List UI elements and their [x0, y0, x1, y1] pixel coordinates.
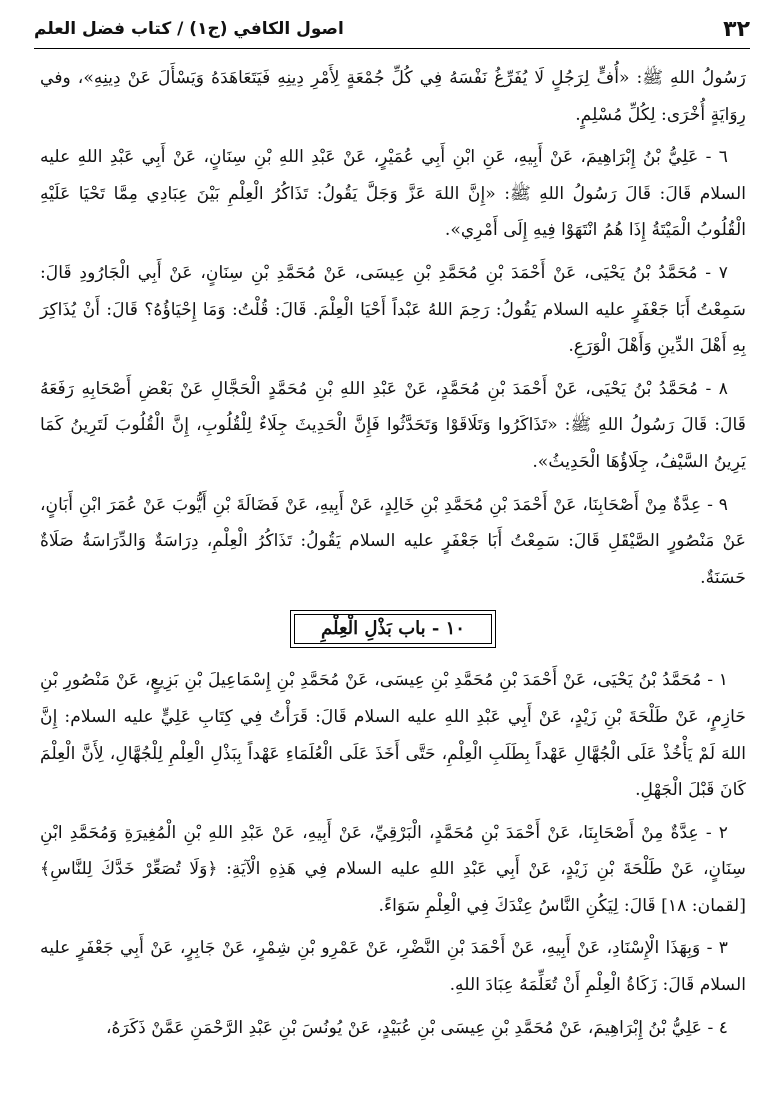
hadith-paragraph: ٨ - مُحَمَّدُ بْنُ يَحْيَى، عَنْ أَحْمَدَ بْنِ مُحَمَّدٍ، عَنْ عَبْدِ اللهِ بْنِ مُحَمَّدٍ الْحَجَّالِ عَنْ بَعْضِ أَصْحَابِهِ رَفَعَهُ قَالَ: قَالَ رَسُولُ اللهِ ﷺ: «تَذَاكَرُوا وَتَلَاقَوْا وَتَحَدَّثُوا فَإِنَّ الْحَدِيثَ جِلَاءٌ لِلْقُلُوبِ، إِنَّ الْقُلُوبَ لَتَرِينُ كَمَا يَرِينُ السَّيْفُ، جِلَاؤُهَا الْحَدِيثُ».: [40, 378, 746, 472]
running-title: اصول الكافي (ج١) / كتاب فضل العلم: [34, 19, 344, 39]
hadith-paragraph: ٢ - عِدَّةٌ مِنْ أَصْحَابِنَا، عَنْ أَحْمَدَ بْنِ مُحَمَّدٍ، الْبَرْقِيِّ، عَنْ أَبِيهِ، عَنْ عَبْدِ اللهِ بْنِ الْمُغِيرَةِ وَمُحَمَّدِ ابْنِ سِنَانٍ، عَنْ طَلْحَةَ بْنِ زَيْدٍ، عَنْ أَبِي عَبْدِ اللهِ عليه السلام فِي هَذِهِ الْآيَةِ: ﴿وَلَا تُصَعِّرْ خَدَّكَ لِلنَّاسِ﴾ [لقمان: ١٨] قَالَ: لِيَكُنِ النَّاسُ عِنْدَكَ فِي الْعِلْمِ سَوَاءً.: [40, 822, 746, 916]
hadith-paragraph: ٦ - عَلِيُّ بْنُ إِبْرَاهِيمَ، عَنْ أَبِيهِ، عَنِ ابْنِ أَبِي عُمَيْرٍ، عَنْ عَبْدِ اللهِ بْنِ سِنَانٍ، عَنْ أَبِي عَبْدِ اللهِ عليه السلام قَالَ: قَالَ رَسُولُ اللهِ ﷺ: «إِنَّ اللهَ عَزَّ وَجَلَّ يَقُولُ: تَذَاكُرُ الْعِلْمِ بَيْنَ عِبَادِي مِمَّا تَحْيَا عَلَيْهِ الْقُلُوبُ الْمَيْتَةُ إِذَا هُمُ انْتَهَوْا فِيهِ إِلَى أَمْرِي».: [40, 147, 746, 241]
hadith-paragraph: رَسُولُ اللهِ ﷺ: «أُفٍّ لِرَجُلٍ لَا يُفَرِّغُ نَفْسَهُ فِي كُلِّ جُمْعَةٍ لِأَمْرِ دِينِهِ فَيَتَعَاهَدَهُ وَيَسْأَلَ عَنْ دِينِهِ»، وفي رِوَايَةٍ أُخْرَى: لِكُلِّ مُسْلِمٍ.: [40, 68, 746, 125]
chapter-heading-box: [290, 610, 496, 648]
page-body: [40, 60, 746, 1110]
hadith-paragraph: ٣ - وَبِهَذَا الْإِسْنَادِ، عَنْ أَبِيهِ، عَنْ أَحْمَدَ بْنِ النَّضْرِ، عَنْ عَمْرِو بْنِ شِمْرٍ، عَنْ جَابِرٍ، عَنْ أَبِي جَعْفَرٍ عليه السلام قَالَ: زَكَاةُ الْعِلْمِ أَنْ تُعَلِّمَهُ عِبَادَ اللهِ.: [40, 938, 746, 996]
page-header: [34, 14, 750, 44]
page-number: ٣٢: [723, 16, 750, 42]
hadith-paragraph: ٩ - عِدَّةٌ مِنْ أَصْحَابِنَا، عَنْ أَحْمَدَ بْنِ مُحَمَّدِ بْنِ خَالِدٍ، عَنْ أَبِيهِ، عَنْ فَضَالَةَ بْنِ أَيُّوبَ عَنْ عُمَرَ ابْنِ أَبَانٍ، عَنْ مَنْصُورٍ الصَّيْقَلِ قَالَ: سَمِعْتُ أَبَا جَعْفَرٍ عليه السلام يَقُولُ: تَذَاكُرُ الْعِلْمِ، دِرَاسَةٌ وَالدِّرَاسَةُ صَلَاةٌ حَسَنَةٌ.: [40, 494, 746, 588]
hadith-paragraph: ٧ - مُحَمَّدُ بْنُ يَحْيَى، عَنْ أَحْمَدَ بْنِ مُحَمَّدِ بْنِ عِيسَى، عَنْ مُحَمَّدِ بْنِ سِنَانٍ، عَنْ أَبِي الْجَارُودِ قَالَ: سَمِعْتُ أَبَا جَعْفَرٍ عليه السلام يَقُولُ: رَحِمَ اللهُ عَبْداً أَحْيَا الْعِلْمَ. قَالَ: قُلْتُ: وَمَا إِحْيَاؤُهُ؟ قَالَ: أَنْ يُذَاكِرَ بِهِ أَهْلَ الدِّينِ وَأَهْلَ الْوَرَعِ.: [40, 262, 746, 357]
chapter-heading: ١٠ - باب بَذْلِ الْعِلْمِ: [321, 618, 465, 640]
header-rule: [34, 48, 750, 49]
hadith-paragraph: ١ - مُحَمَّدُ بْنُ يَحْيَى، عَنْ أَحْمَدَ بْنِ مُحَمَّدِ بْنِ عِيسَى، عَنْ مُحَمَّدِ بْنِ إِسْمَاعِيلَ بْنِ بَزِيعٍ، عَنْ مَنْصُورِ بْنِ حَازِمٍ، عَنْ طَلْحَةَ بْنِ زَيْدٍ، عَنْ أَبِي عَبْدِ اللهِ عليه السلام قَالَ: قَرَأْتُ فِي كِتَابِ عَلِيٍّ عليه السلام: إِنَّ اللهَ لَمْ يَأْخُذْ عَلَى الْجُهَّالِ عَهْداً بِطَلَبِ الْعِلْمِ، حَتَّى أَخَذَ عَلَى الْعُلَمَاءِ عَهْداً بِبَذْلِ الْعِلْمِ لِلْجُهَّالِ، لِأَنَّ الْعِلْمَ كَانَ قَبْلَ الْجَهْلِ.: [40, 670, 746, 801]
hadith-paragraph: ٤ - عَلِيُّ بْنُ إِبْرَاهِيمَ، عَنْ مُحَمَّدِ بْنِ عِيسَى بْنِ عُبَيْدٍ، عَنْ يُونُسَ بْنِ عَبْدِ الرَّحْمَنِ عَمَّنْ ذَكَرَهُ،: [105, 1017, 728, 1038]
